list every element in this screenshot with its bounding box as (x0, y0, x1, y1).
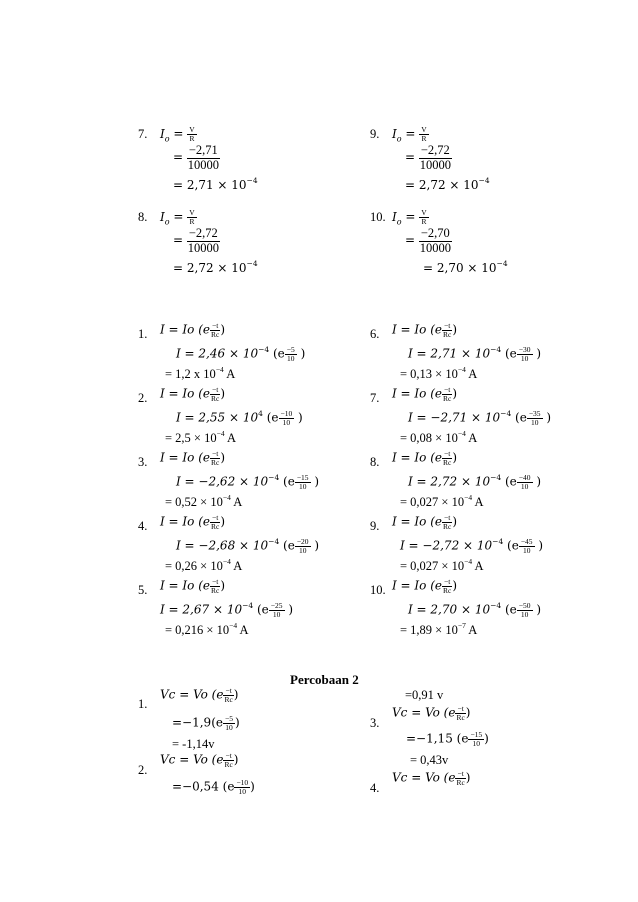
vc-calculation: =−1,9(e $\frac{-5}{10}$ ) (172, 714, 240, 733)
io-item-number: 8. (138, 210, 148, 224)
current-item-number: 2. (138, 391, 148, 405)
io-substitution: = $\frac{-2,72}{10000}$ (173, 226, 219, 255)
section-title: Percobaan 2 (290, 672, 359, 687)
current-result: = $1,89 \times 10^{-7}$ A (400, 621, 478, 637)
current-item-number: 9. (370, 519, 380, 533)
vc-result: =0,91 v (405, 688, 444, 702)
current-value: $I = -2,68 \times 10^{-4}$ (e $\frac{-20}{10}$ ) (176, 536, 320, 556)
current-item-number: 10. (370, 583, 386, 597)
current-value: $I = -2,72 \times 10^{-4}$ (e $\frac{-45}{10}$ ) (400, 536, 544, 556)
io-formula: $I_o$ = $\frac{V}{R}$ (160, 125, 195, 144)
vc-calculation: =−1,15 (e $\frac{-15}{10}$ ) (406, 730, 489, 749)
current-item-number: 8. (370, 455, 380, 469)
current-result: = $0,26 \times 10^{-4}$ A (165, 557, 243, 573)
current-formula: I = Io (e $\frac{-t}{Rc}$ ) (392, 577, 458, 596)
io-result: = $2,72 \times 10^{-4}$ (405, 176, 490, 192)
current-item-number: 7. (370, 391, 380, 405)
io-substitution: = $\frac{-2,71}{10000}$ (173, 143, 219, 172)
current-formula: I = Io (e $\frac{-t}{Rc}$ ) (392, 449, 458, 468)
current-value: $I = 2,55 \times 10^4$ (e $\frac{-10}{10}$ ) (176, 408, 303, 428)
current-value: $I = 2,70 \times 10^{-4}$ (e $\frac{-50}{10}$ ) (408, 600, 542, 620)
vc-result: = -1,14v (172, 737, 215, 751)
io-result: = $2,71 \times 10^{-4}$ (173, 176, 258, 192)
current-value: $I = 2,46 \times 10^{-4}$ (e $\frac{-5}{10}$ ) (176, 344, 306, 364)
current-formula: I = Io (e $\frac{-t}{Rc}$ ) (160, 321, 226, 340)
current-formula: I = Io (e $\frac{-t}{Rc}$ ) (160, 449, 226, 468)
io-item-number: 10. (370, 210, 386, 224)
vc-item-number: 2. (138, 763, 148, 777)
vc-calculation: =−0,54 (e $\frac{-10}{10}$ ) (172, 778, 255, 797)
current-value: $I = -2,62 \times 10^{-4}$ (e $\frac{-15}{10}$ ) (176, 472, 320, 492)
io-item-number: 7. (138, 127, 148, 141)
io-result: = $2,72 \times 10^{-4}$ (173, 259, 258, 275)
vc-formula: Vc = Vo (e $\frac{-t}{Rc}$ ) (160, 686, 239, 705)
current-result: = $0,52 \times 10^{-4}$ A (165, 493, 243, 509)
current-value: $I = 2,71 \times 10^{-4}$ (e $\frac{-30}{10}$ ) (408, 344, 542, 364)
current-formula: I = Io (e $\frac{-t}{Rc}$ ) (392, 385, 458, 404)
current-result: = $0,216 \times 10^{-4}$ A (165, 621, 249, 637)
current-value: $I = 2,67 \times 10^{-4}$ (e $\frac{-25}{10}$ ) (160, 600, 294, 620)
current-item-number: 4. (138, 519, 148, 533)
io-formula: $I_o$ = $\frac{V}{R}$ (160, 208, 195, 227)
io-substitution: = $\frac{-2,70}{10000}$ (405, 226, 451, 255)
current-value: $I = 2,72 \times 10^{-4}$ (e $\frac{-40}{10}$ ) (408, 472, 542, 492)
current-result: = $2,5 \times 10^{-4}$ A (165, 429, 237, 445)
io-formula: $I_o$ = $\frac{V}{R}$ (392, 125, 427, 144)
vc-item-number: 4. (370, 781, 380, 795)
current-item-number: 5. (138, 583, 148, 597)
io-substitution: = $\frac{-2,72}{10000}$ (405, 143, 451, 172)
current-item-number: 1. (138, 327, 148, 341)
current-item-number: 6. (370, 327, 380, 341)
io-item-number: 9. (370, 127, 380, 141)
vc-formula: Vc = Vo (e $\frac{-t}{Rc}$ ) (392, 769, 471, 788)
vc-formula: Vc = Vo (e $\frac{-t}{Rc}$ ) (392, 704, 471, 723)
vc-item-number: 3. (370, 716, 380, 730)
vc-item-number: 1. (138, 697, 148, 711)
current-formula: I = Io (e $\frac{-t}{Rc}$ ) (160, 577, 226, 596)
current-result: = 1,2 x $10^{-4}$ A (165, 365, 236, 381)
io-result: = $2,70 \times 10^{-4}$ (423, 259, 508, 275)
current-result: = $0,08 \times 10^{-4}$ A (400, 429, 478, 445)
vc-result: = 0,43v (410, 753, 449, 767)
vc-formula: Vc = Vo (e $\frac{-t}{Rc}$ ) (160, 751, 239, 770)
current-formula: I = Io (e $\frac{-t}{Rc}$ ) (392, 513, 458, 532)
current-formula: I = Io (e $\frac{-t}{Rc}$ ) (160, 385, 226, 404)
current-value: $I = -2,71 \times 10^{-4}$ (e $\frac{-35}{10}$ ) (408, 408, 552, 428)
current-result: = $0,027 \times 10^{-4}$ A (400, 557, 484, 573)
current-result: = $0,027 \times 10^{-4}$ A (400, 493, 484, 509)
current-formula: I = Io (e $\frac{-t}{Rc}$ ) (160, 513, 226, 532)
current-formula: I = Io (e $\frac{-t}{Rc}$ ) (392, 321, 458, 340)
current-result: = $0,13 \times 10^{-4}$ A (400, 365, 478, 381)
current-item-number: 3. (138, 455, 148, 469)
io-formula: $I_o$ = $\frac{V}{R}$ (392, 208, 427, 227)
